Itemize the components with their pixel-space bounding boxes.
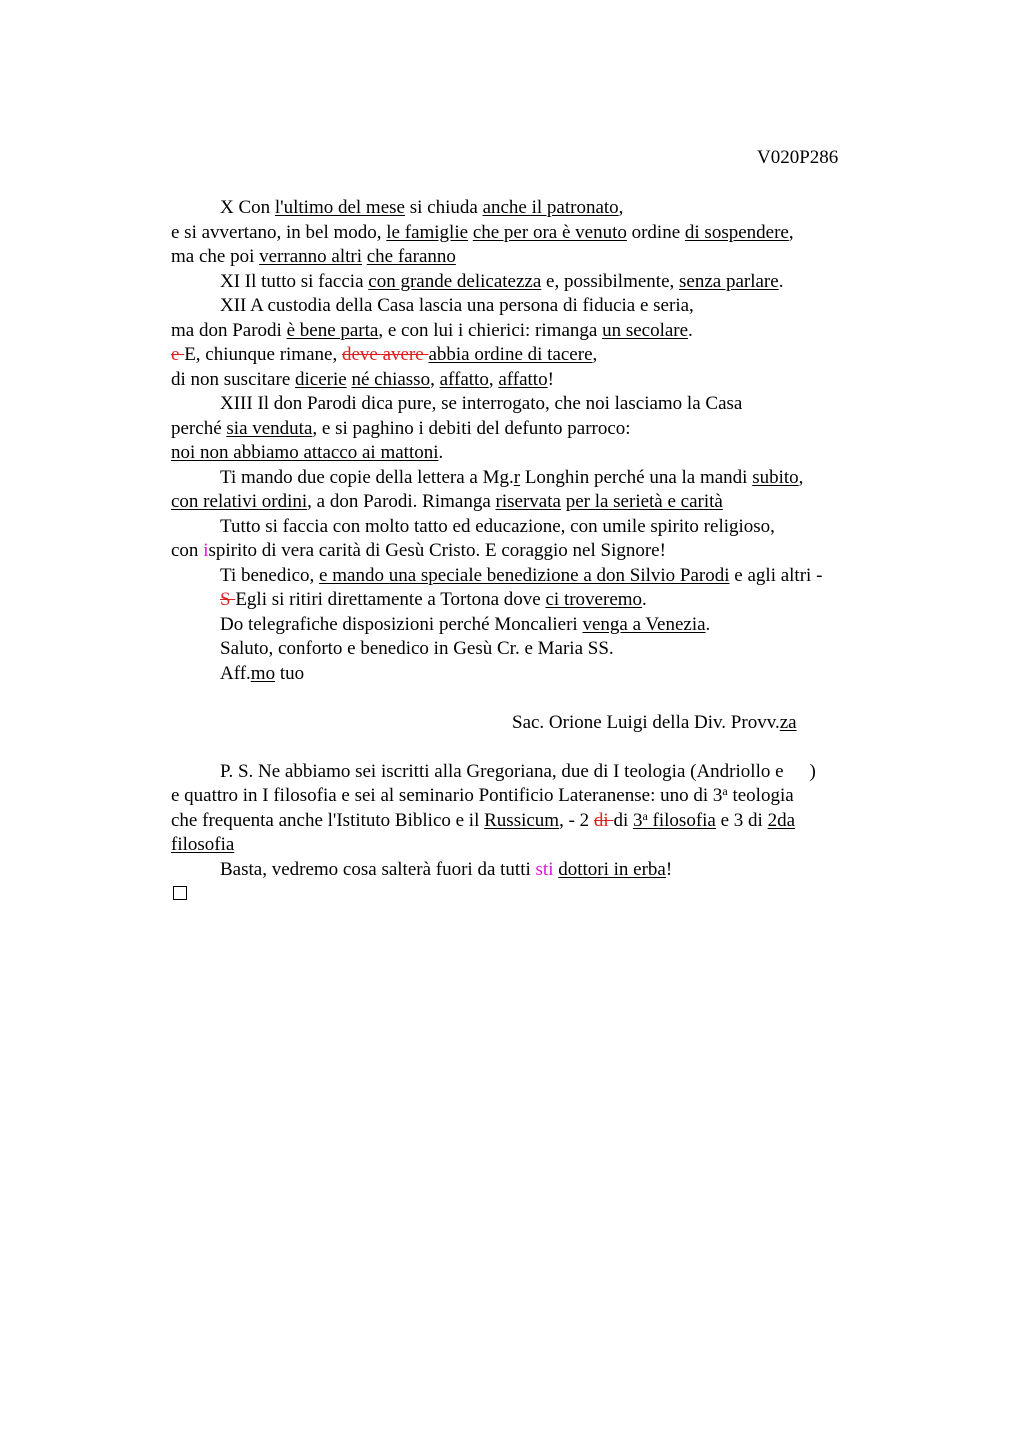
underlined-text: affatto	[439, 368, 489, 390]
text-run: spirito di vera carità di Gesù Cristo. E coraggio nel Signore!	[208, 540, 666, 561]
text-run: e 3 di	[715, 809, 768, 831]
text-run: XI Il tutto si faccia	[220, 270, 369, 292]
text-run: ma don Parodi	[171, 319, 287, 341]
text-run: .	[642, 589, 647, 610]
text-run: !	[665, 858, 673, 880]
postscript	[171, 760, 891, 785]
text-run: 3	[632, 809, 643, 831]
text-run: e quattro in I filosofia e sei al seminario Pontificio Lateranense: uno di 3	[171, 785, 723, 806]
text-run: Ti benedico,	[220, 564, 320, 586]
underlined-text	[633, 810, 716, 831]
paragraph	[171, 515, 891, 540]
text-run: .	[778, 270, 784, 292]
deleted-text: e	[171, 344, 185, 365]
underlined-text: 2da	[767, 809, 796, 831]
underlined-text: riservata	[495, 491, 561, 512]
text-run: di	[613, 809, 633, 831]
text-run: XIII Il don Parodi dica pure, se interrogato, che noi lasciamo la Casa	[220, 393, 743, 414]
inserted-text: sti	[535, 858, 554, 880]
underlined-text: ci troveremo	[545, 589, 643, 610]
paragraph-xi	[171, 270, 891, 295]
text-line	[171, 588, 891, 613]
letter-body	[171, 196, 891, 907]
text-line	[171, 343, 891, 368]
text-run: ,	[618, 197, 624, 218]
underlined-text: anche il patronato	[482, 197, 619, 218]
deleted-text: di	[593, 809, 614, 831]
underlined-text: verranno altri	[259, 246, 362, 267]
underlined-text: noi non abbiamo attacco ai mattoni	[171, 442, 439, 463]
underlined-text: per la serietà e carità	[565, 491, 723, 512]
text-run: P. S. Ne abbiamo sei iscritti alla Gregoriana, due di I teologia (Andriollo e	[220, 760, 784, 782]
text-run: E, chiunque rimane,	[184, 344, 342, 365]
square-icon	[173, 886, 187, 900]
text-run: e agli altri -	[729, 564, 823, 586]
underlined-text: di sospendere	[684, 221, 789, 243]
text-run: .	[688, 319, 693, 341]
paragraph	[171, 466, 891, 491]
text-line	[171, 539, 891, 564]
text-run: Saluto, conforto e benedico in Gesù Cr. e Maria SS.	[220, 638, 614, 659]
text-run: e, possibilmente,	[541, 270, 679, 292]
underlined-text: sia venduta	[226, 417, 313, 439]
text-run: ordine	[626, 221, 685, 243]
underlined-text: né chiasso	[351, 368, 431, 390]
text-line	[171, 319, 891, 344]
text-run: tuo	[275, 662, 305, 684]
signature	[171, 711, 891, 736]
blank-line	[171, 686, 891, 711]
text-run: .	[438, 442, 444, 463]
text-run: ,	[798, 466, 804, 488]
underlined-text: venga a Venezia	[582, 613, 706, 635]
paragraph	[171, 564, 891, 589]
underlined-text: con grande delicatezza	[368, 270, 542, 292]
underlined-text: l'ultimo del mese	[274, 197, 405, 218]
text-run: con	[171, 540, 204, 561]
text-line	[171, 417, 891, 442]
underlined-text: e mando una speciale benedizione a don Silvio Parodi	[319, 564, 730, 586]
underlined-text: subito	[752, 466, 799, 488]
text-line	[171, 833, 891, 858]
underlined-text: Russicum	[484, 809, 560, 831]
text-line	[171, 368, 891, 393]
underlined-text: dicerie	[295, 368, 347, 390]
text-run: ,	[592, 344, 598, 365]
paragraph-xii	[171, 294, 891, 319]
superscript: a	[642, 808, 648, 823]
text-run: di non suscitare	[171, 368, 296, 390]
underlined-text: le famiglie	[386, 221, 469, 243]
underlined-text: senza parlare	[679, 270, 779, 292]
text-run: e si avvertano, in bel modo,	[171, 221, 387, 243]
text-run: ma che poi	[171, 246, 260, 267]
underlined-text: r	[513, 466, 521, 488]
text-run: )	[809, 760, 816, 782]
text-line	[171, 245, 891, 270]
text-run: Ti mando due copie della lettera a Mg.	[220, 466, 514, 488]
page-reference: V020P286	[757, 147, 839, 168]
underlined-text: con relativi ordini	[171, 491, 308, 512]
underlined-text: mo	[250, 662, 276, 684]
text-run: , e si paghino i debiti del defunto parroco:	[312, 417, 631, 439]
closing	[171, 662, 891, 687]
underlined-text: za	[779, 711, 797, 733]
text-run: che frequenta anche l'Istituto Biblico e il	[171, 809, 485, 831]
blank-line	[171, 735, 891, 760]
underlined-text: dottori in erba	[558, 858, 666, 880]
text-run: XII A custodia della Casa lascia una persona di fiducia e seria,	[220, 295, 694, 316]
paragraph-xiii	[171, 392, 891, 417]
text-run: ,	[488, 368, 499, 390]
paragraph-x	[171, 196, 891, 221]
text-run: X Con	[220, 197, 275, 218]
text-line	[171, 784, 891, 809]
paragraph	[171, 858, 891, 883]
underlined-text: affatto	[498, 368, 548, 390]
text-run: , e con lui i chierici: rimanga	[378, 319, 603, 341]
text-run: !	[547, 368, 554, 390]
text-line	[171, 221, 891, 246]
text-run: , a don Parodi. Rimanga	[307, 491, 496, 512]
superscript: a	[722, 784, 728, 798]
paragraph	[171, 613, 891, 638]
text-run: teologia	[727, 785, 794, 806]
deleted-text: S	[220, 589, 236, 610]
text-run: Egli si ritiri direttamente a Tortona dove	[235, 589, 546, 610]
text-run: .	[705, 613, 711, 635]
text-run: si chiuda	[404, 197, 483, 218]
text-line	[171, 490, 891, 515]
underlined-text: che faranno	[366, 246, 456, 267]
paragraph	[171, 637, 891, 662]
text-line	[171, 441, 891, 466]
underlined-text: un secolare	[602, 319, 689, 341]
underlined-text: abbia ordine di tacere	[428, 344, 593, 365]
text-run: ,	[788, 221, 794, 243]
text-run: filosofia	[647, 809, 716, 831]
text-run: Sac. Orione Luigi della Div. Provv.	[512, 711, 780, 733]
text-run: Longhin perché una la mandi	[520, 466, 753, 488]
text-run: Basta, vedremo cosa salterà fuori da tutti	[220, 858, 536, 880]
text-run: perché	[171, 417, 227, 439]
underlined-text: che per ora è venuto	[472, 221, 627, 243]
text-run: , - 2	[559, 809, 594, 831]
underlined-text: filosofia	[171, 834, 235, 855]
inserted-text: i	[203, 540, 209, 561]
text-run: Tutto si faccia con molto tatto ed educazione, con umile spirito religioso,	[220, 515, 775, 537]
underlined-text: è bene parta	[286, 319, 379, 341]
deleted-text: deve avere	[341, 344, 429, 365]
text-run: ,	[430, 368, 440, 390]
end-marker	[171, 882, 891, 907]
text-run: Do telegrafiche disposizioni perché Moncalieri	[220, 613, 583, 635]
text-run: Aff.	[220, 662, 251, 684]
text-line	[171, 809, 891, 834]
